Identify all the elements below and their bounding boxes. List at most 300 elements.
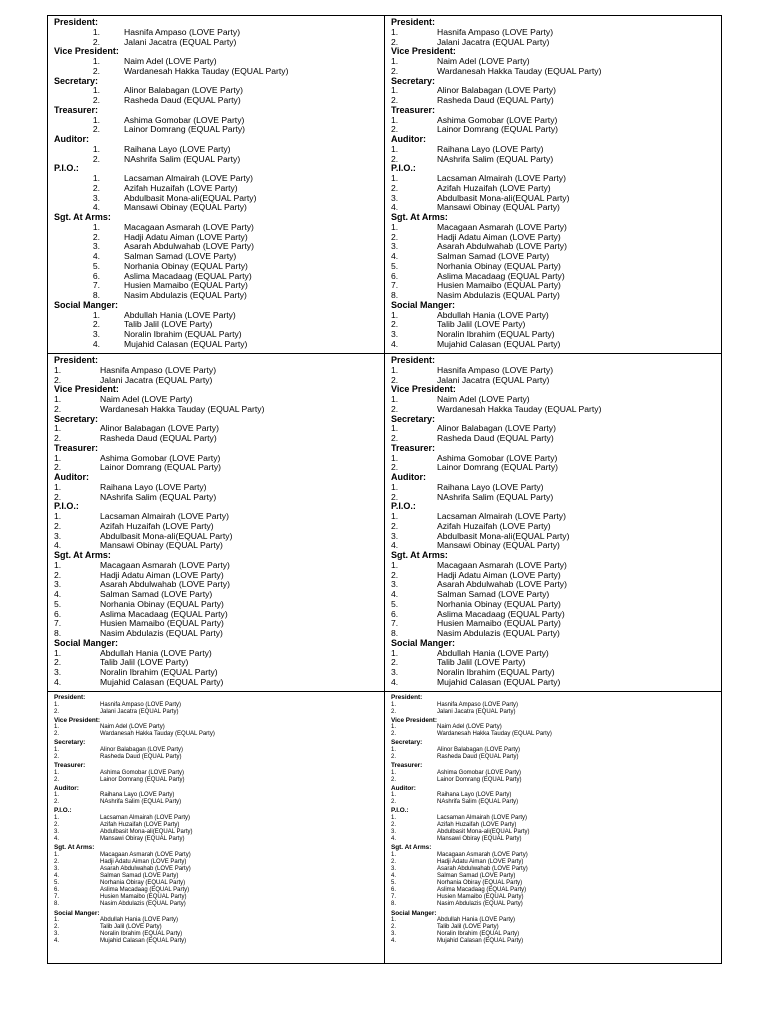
- candidate-name: Husien Mamaibo (EQUAL Party): [100, 618, 224, 629]
- candidate-number: 3.: [391, 579, 399, 590]
- section-title: Secretary:: [54, 739, 86, 747]
- section-title: Secretary:: [391, 75, 436, 86]
- candidate-number: 1.: [391, 452, 399, 463]
- candidate-number: 1.: [391, 724, 397, 731]
- candidate-row: [54, 125, 384, 135]
- candidate-name: Lacsaman Almairah (LOVE Party): [437, 511, 566, 521]
- candidate-number: 1.: [92, 56, 100, 66]
- ballot-section: [54, 762, 384, 784]
- candidate-number: 7.: [391, 894, 397, 901]
- candidate-row: [54, 311, 384, 321]
- candidate-number: 1.: [391, 647, 399, 658]
- candidate-number: 2.: [391, 708, 397, 715]
- candidate-name: Azifah Huzaifah (LOVE Party): [124, 182, 238, 193]
- candidate-number: 2.: [92, 36, 100, 47]
- candidate-number: 2.: [54, 433, 62, 443]
- section-title: Treasurer:: [54, 442, 99, 453]
- candidate-number: 3.: [391, 530, 399, 541]
- candidate-row: [391, 770, 721, 777]
- candidate-name: Azifah Huzaifah (LOVE Party): [100, 520, 214, 531]
- candidate-number: 2.: [391, 491, 399, 502]
- candidate-number: 2.: [391, 374, 399, 385]
- section-title: Social Manger:: [54, 299, 119, 310]
- candidate-name: Ashima Gomobar (LOVE Party): [437, 114, 558, 125]
- candidate-number: 1.: [391, 792, 397, 799]
- candidate-number: 4.: [391, 540, 399, 551]
- candidate-number: 1.: [391, 481, 399, 492]
- candidate-row: [54, 822, 384, 829]
- candidate-name: Talib Jalil (LOVE Party): [100, 657, 189, 668]
- candidate-number: 1.: [92, 143, 100, 154]
- candidate-number: 1.: [391, 85, 399, 96]
- candidate-number: 2.: [391, 520, 399, 531]
- ballot-section: [54, 415, 384, 444]
- candidate-name: Mansawi Obiray (EQUAL Party): [100, 836, 185, 843]
- candidate-name: Alinor Balabagan (LOVE Party): [437, 423, 556, 434]
- candidate-name: Husien Mamaibo (EQUAL Party): [124, 280, 248, 291]
- candidate-number: 2.: [54, 776, 60, 783]
- candidate-row: [391, 731, 721, 738]
- section-title: Vice President:: [391, 384, 456, 395]
- candidate-row: [54, 493, 384, 503]
- candidate-name: Abdulbasit Mona-ali(EQUAL Party): [124, 192, 257, 203]
- candidate-number: 3.: [391, 241, 399, 252]
- ballot-cell: [384, 691, 722, 964]
- candidate-number: 2.: [54, 753, 60, 760]
- candidate-row: [391, 859, 721, 866]
- candidate-name: Husien Mamaibo (EQUAL Party): [437, 894, 524, 901]
- candidate-number: 2.: [391, 799, 397, 806]
- candidate-name: Hadji Adatu Aiman (LOVE Party): [100, 858, 187, 865]
- candidate-name: Hadji Adatu Aiman (LOVE Party): [100, 569, 224, 580]
- candidate-number: 5.: [391, 880, 397, 887]
- ballot-section: [391, 910, 721, 946]
- ballot-section: [391, 739, 721, 761]
- ballot-section: [391, 762, 721, 784]
- ballot-section: [391, 502, 721, 551]
- ballot: [54, 356, 384, 688]
- candidate-number: 1.: [54, 917, 60, 924]
- candidate-number: 1.: [54, 394, 62, 404]
- candidate-number: 3.: [92, 192, 100, 203]
- candidate-row: [391, 799, 721, 806]
- candidate-name: Aslima Macadaag (EQUAL Party): [437, 270, 565, 281]
- candidate-row: [54, 880, 384, 887]
- ballot-section: [391, 47, 721, 76]
- candidate-name: Ashima Gomobar (LOVE Party): [100, 769, 185, 776]
- candidate-number: 3.: [54, 579, 62, 590]
- ballot-section: [54, 739, 384, 761]
- candidate-name: Hasnifa Ampaso (LOVE Party): [100, 364, 217, 375]
- section-title: Auditor:: [391, 134, 426, 144]
- candidate-name: NAshrifa Salim (EQUAL Party): [437, 153, 554, 164]
- candidate-name: Mujahid Calasan (EQUAL Party): [100, 938, 187, 945]
- candidate-number: 4.: [92, 338, 100, 349]
- candidate-name: Rasheda Daud (EQUAL Party): [100, 753, 182, 760]
- candidate-number: 2.: [391, 433, 399, 443]
- candidate-number: 2.: [54, 822, 60, 829]
- candidate-row: [54, 747, 384, 754]
- candidate-name: Mujahid Calasan (EQUAL Party): [437, 338, 561, 349]
- candidate-number: 2.: [54, 799, 60, 806]
- section-title: Social Manger:: [54, 909, 100, 917]
- section-title: Sgt. At Arms:: [54, 212, 111, 222]
- candidate-number: 2.: [391, 569, 399, 580]
- candidate-name: Wardanesah Hakka Tauday (EQUAL Party): [437, 403, 602, 414]
- candidate-name: Abdullah Hania (LOVE Party): [437, 309, 549, 320]
- candidate-name: Lainor Domrang (EQUAL Party): [100, 776, 185, 783]
- candidate-number: 4.: [391, 676, 399, 687]
- section-title: Vice President:: [391, 46, 456, 57]
- candidate-number: 2.: [54, 462, 62, 473]
- candidate-name: Hasnifa Ampaso (LOVE Party): [437, 701, 519, 708]
- candidate-row: [54, 434, 384, 444]
- candidate-row: [54, 405, 384, 415]
- candidate-name: Azifah Huzaifah (LOVE Party): [437, 520, 551, 531]
- section-title: President:: [54, 694, 86, 701]
- candidate-row: [54, 938, 384, 945]
- candidate-number: 1.: [54, 769, 60, 776]
- candidate-number: 5.: [391, 260, 399, 271]
- candidate-name: Mansawi Obinay (EQUAL Party): [437, 202, 560, 213]
- candidate-number: 3.: [391, 192, 399, 203]
- section-title: Secretary:: [54, 413, 99, 424]
- candidate-name: Lainor Domrang (EQUAL Party): [124, 124, 245, 135]
- candidate-name: Hasnifa Ampaso (LOVE Party): [437, 364, 554, 375]
- candidate-number: 1.: [54, 724, 60, 731]
- candidate-name: Raihana Layo (LOVE Party): [124, 143, 231, 154]
- candidate-number: 5.: [391, 598, 399, 609]
- candidate-name: Nasim Abdulazis (EQUAL Party): [437, 901, 523, 908]
- candidate-row: [54, 678, 384, 688]
- ballot-section: [54, 502, 384, 551]
- candidate-row: [54, 792, 384, 799]
- candidate-number: 2.: [54, 924, 60, 931]
- candidate-number: 2.: [391, 231, 399, 242]
- candidate-number: 2.: [92, 319, 100, 330]
- candidate-name: Alinor Balabagan (LOVE Party): [437, 746, 521, 753]
- candidate-number: 1.: [92, 114, 100, 125]
- candidate-name: Abdullah Hania (LOVE Party): [100, 647, 212, 658]
- candidate-row: [54, 67, 384, 77]
- ballot-section: [54, 18, 384, 47]
- ballot-sheet: [47, 15, 722, 964]
- ballot-cell: [47, 353, 385, 692]
- candidate-name: Ashima Gomobar (LOVE Party): [437, 769, 522, 776]
- candidate-row: [391, 901, 721, 908]
- candidate-row: [391, 866, 721, 873]
- candidate-name: Hadji Adatu Aiman (LOVE Party): [124, 231, 248, 242]
- candidate-name: Alinor Balabagan (LOVE Party): [100, 423, 219, 434]
- candidate-name: Abdulbasit Mona-ali(EQUAL Party): [437, 829, 530, 836]
- candidate-number: 3.: [54, 829, 60, 836]
- ballot: [391, 694, 721, 946]
- candidate-number: 6.: [54, 887, 60, 894]
- candidate-name: Aslima Macadaag (EQUAL Party): [100, 887, 190, 894]
- candidate-name: Asarah Abdulwahab (LOVE Party): [437, 241, 567, 252]
- candidate-number: 1.: [391, 423, 399, 434]
- candidate-row: [391, 822, 721, 829]
- candidate-name: Salman Samad (LOVE Party): [437, 589, 550, 599]
- candidate-number: 7.: [54, 894, 60, 901]
- candidate-number: 6.: [391, 608, 399, 619]
- candidate-name: Abdulbasit Mona-ali(EQUAL Party): [100, 829, 193, 836]
- candidate-row: [54, 836, 384, 843]
- candidate-number: 5.: [92, 260, 100, 271]
- candidate-row: [391, 340, 721, 350]
- candidate-name: Norhania Obinay (EQUAL Party): [437, 598, 561, 609]
- candidate-row: [54, 770, 384, 777]
- ballot-section: [54, 135, 384, 164]
- candidate-number: 2.: [391, 124, 399, 135]
- section-title: Vice President:: [391, 716, 438, 724]
- section-title: Social Manger:: [391, 637, 456, 648]
- candidate-name: Hadji Adatu Aiman (LOVE Party): [437, 858, 524, 865]
- candidate-row: [391, 873, 721, 880]
- section-title: Vice President:: [54, 46, 119, 57]
- candidate-name: Abdulbasit Mona-ali(EQUAL Party): [437, 530, 570, 541]
- candidate-row: [54, 96, 384, 106]
- candidate-number: 4.: [54, 836, 60, 843]
- candidate-name: Jalani Jacatra (EQUAL Party): [437, 708, 516, 715]
- candidate-name: Alinor Balabagan (LOVE Party): [100, 746, 184, 753]
- candidate-name: Aslima Macadaag (EQUAL Party): [437, 887, 527, 894]
- section-title: Sgt. At Arms:: [391, 844, 432, 852]
- ballot-section: [391, 694, 721, 716]
- candidate-number: 3.: [92, 329, 100, 339]
- section-title: P.I.O.:: [391, 807, 409, 815]
- candidate-number: 1.: [391, 309, 399, 320]
- candidate-number: 8.: [54, 628, 62, 638]
- candidate-number: 8.: [391, 290, 399, 300]
- candidate-number: 1.: [391, 394, 399, 404]
- candidate-name: NAshrifa Salim (EQUAL Party): [437, 491, 554, 502]
- candidate-name: Macagaan Asmarah (LOVE Party): [100, 559, 230, 570]
- candidate-number: 2.: [92, 231, 100, 242]
- candidate-name: Nasim Abdulazis (EQUAL Party): [437, 290, 560, 300]
- candidate-name: Hasnifa Ampaso (LOVE Party): [437, 26, 554, 37]
- ballot: [391, 18, 721, 350]
- section-title: P.I.O.:: [54, 163, 79, 174]
- candidate-number: 1.: [391, 746, 397, 753]
- ballot-section: [391, 385, 721, 414]
- candidate-name: Abdullah Hania (LOVE Party): [100, 917, 179, 924]
- candidate-name: Husien Mamaibo (EQUAL Party): [437, 280, 561, 291]
- section-title: P.I.O.:: [54, 501, 79, 512]
- candidate-number: 4.: [92, 251, 100, 261]
- candidate-number: 1.: [391, 814, 397, 821]
- ballot-section: [391, 473, 721, 502]
- candidate-row: [391, 125, 721, 135]
- candidate-name: Noralin Ibrahim (EQUAL Party): [124, 329, 242, 339]
- candidate-name: Noralin Ibrahim (EQUAL Party): [100, 931, 183, 938]
- candidate-number: 4.: [391, 836, 397, 843]
- candidate-name: Hasnifa Ampaso (LOVE Party): [124, 26, 241, 37]
- candidate-name: Lacsaman Almairah (LOVE Party): [100, 814, 191, 821]
- candidate-row: [54, 340, 384, 350]
- candidate-name: Lainor Domrang (EQUAL Party): [437, 776, 522, 783]
- candidate-name: Raihana Layo (LOVE Party): [437, 143, 544, 154]
- candidate-name: Wardanesah Hakka Tauday (EQUAL Party): [437, 731, 552, 738]
- candidate-number: 2.: [54, 403, 62, 414]
- candidate-number: 1.: [54, 364, 62, 375]
- candidate-number: 3.: [391, 931, 397, 938]
- candidate-name: Noralin Ibrahim (EQUAL Party): [437, 329, 555, 339]
- ballot-section: [391, 301, 721, 350]
- candidate-name: Ashima Gomobar (LOVE Party): [100, 452, 221, 463]
- candidate-name: Alinor Balabagan (LOVE Party): [437, 85, 556, 96]
- candidate-name: Lainor Domrang (EQUAL Party): [100, 462, 221, 473]
- candidate-number: 2.: [391, 822, 397, 829]
- candidate-name: Talib Jalil (LOVE Party): [437, 924, 499, 931]
- candidate-number: 7.: [391, 618, 399, 629]
- candidate-name: Azifah Huzaifah (LOVE Party): [437, 182, 551, 193]
- candidate-name: Nasim Abdulazis (EQUAL Party): [100, 901, 186, 908]
- candidate-name: Mujahid Calasan (EQUAL Party): [100, 676, 224, 687]
- candidate-number: 8.: [391, 901, 397, 908]
- candidate-row: [391, 434, 721, 444]
- candidate-number: 1.: [54, 746, 60, 753]
- candidate-name: Hadji Adatu Aiman (LOVE Party): [437, 569, 561, 580]
- candidate-number: 1.: [54, 701, 60, 708]
- candidate-number: 6.: [391, 270, 399, 281]
- ballot-section: [391, 415, 721, 444]
- candidate-number: 2.: [92, 153, 100, 164]
- candidate-number: 3.: [391, 829, 397, 836]
- candidate-number: 2.: [391, 753, 397, 760]
- ballot-section: [391, 444, 721, 473]
- candidate-name: Mansawi Obinay (EQUAL Party): [124, 202, 247, 213]
- candidate-name: Ashima Gomobar (LOVE Party): [124, 114, 245, 125]
- section-title: Sgt. At Arms:: [54, 844, 95, 852]
- ballot-section: [54, 639, 384, 688]
- candidate-number: 7.: [54, 618, 62, 629]
- candidate-row: [391, 155, 721, 165]
- candidate-number: 1.: [54, 511, 62, 521]
- section-title: Auditor:: [391, 472, 426, 482]
- candidate-row: [54, 777, 384, 784]
- candidate-name: Talib Jalil (LOVE Party): [124, 319, 213, 330]
- candidate-row: [391, 754, 721, 761]
- section-title: Vice President:: [54, 716, 101, 724]
- ballot-section: [54, 385, 384, 414]
- candidate-row: [54, 754, 384, 761]
- candidate-name: NAshrifa Salim (EQUAL Party): [437, 799, 519, 806]
- candidate-number: 1.: [54, 423, 62, 434]
- candidate-row: [54, 924, 384, 931]
- candidate-name: Wardanesah Hakka Tauday (EQUAL Party): [124, 65, 289, 76]
- candidate-number: 3.: [391, 866, 397, 872]
- candidate-name: Norhania Obiray (EQUAL Party): [100, 880, 186, 887]
- candidate-number: 1.: [391, 143, 399, 154]
- ballot: [54, 18, 384, 350]
- candidate-name: Norhania Obinay (EQUAL Party): [124, 260, 248, 271]
- candidate-number: 1.: [391, 364, 399, 375]
- candidate-name: Husien Mamaibo (EQUAL Party): [437, 618, 561, 629]
- candidate-number: 4.: [54, 873, 60, 880]
- candidate-number: 2.: [391, 153, 399, 164]
- candidate-name: Mansawi Obiray (EQUAL Party): [437, 836, 522, 843]
- candidate-row: [391, 405, 721, 415]
- ballot: [54, 694, 384, 946]
- candidate-name: Asarah Abdulwahab (LOVE Party): [100, 579, 230, 590]
- candidate-name: Asarah Abdulwahab (LOVE Party): [100, 866, 191, 872]
- candidate-number: 4.: [54, 938, 60, 945]
- candidate-row: [54, 873, 384, 880]
- candidate-name: Aslima Macadaag (EQUAL Party): [437, 608, 565, 619]
- ballot-cell: [47, 15, 385, 354]
- candidate-row: [391, 815, 721, 822]
- section-title: President:: [54, 355, 99, 365]
- candidate-name: Lainor Domrang (EQUAL Party): [437, 462, 558, 473]
- ballot-section: [54, 910, 384, 946]
- ballot-section: [54, 47, 384, 76]
- candidate-row: [391, 709, 721, 716]
- ballot-section: [54, 301, 384, 350]
- candidate-name: Rasheda Daud (EQUAL Party): [124, 95, 241, 105]
- candidate-name: Naim Adel (LOVE Party): [437, 56, 530, 66]
- section-title: Vice President:: [54, 384, 119, 395]
- candidate-number: 4.: [92, 202, 100, 213]
- candidate-number: 2.: [391, 36, 399, 47]
- candidate-number: 8.: [92, 290, 100, 300]
- candidate-name: Naim Adel (LOVE Party): [437, 724, 502, 731]
- candidate-name: Asarah Abdulwahab (LOVE Party): [124, 241, 254, 252]
- candidate-number: 4.: [54, 676, 62, 687]
- candidate-number: 1.: [54, 814, 60, 821]
- candidate-name: Salman Samad (LOVE Party): [437, 251, 550, 261]
- candidate-number: 2.: [391, 657, 399, 668]
- candidate-row: [54, 815, 384, 822]
- candidate-name: Aslima Macadaag (EQUAL Party): [100, 608, 228, 619]
- candidate-number: 1.: [54, 792, 60, 799]
- ballot-section: [391, 356, 721, 385]
- candidate-row: [391, 702, 721, 709]
- candidate-name: Noralin Ibrahim (EQUAL Party): [437, 931, 520, 938]
- candidate-name: Salman Samad (LOVE Party): [124, 251, 237, 261]
- candidate-name: Abdullah Hania (LOVE Party): [437, 647, 549, 658]
- section-title: Treasurer:: [54, 762, 86, 770]
- ballot: [391, 356, 721, 688]
- section-title: P.I.O.:: [391, 501, 416, 512]
- candidate-name: Macagaan Asmarah (LOVE Party): [437, 221, 567, 232]
- candidate-number: 1.: [391, 173, 399, 183]
- candidate-number: 1.: [54, 647, 62, 658]
- section-title: Secretary:: [391, 739, 423, 747]
- candidate-row: [54, 829, 384, 836]
- candidate-number: 2.: [54, 731, 60, 738]
- candidate-number: 4.: [391, 202, 399, 213]
- candidate-name: Lainor Domrang (EQUAL Party): [437, 124, 558, 135]
- ballot-section: [54, 694, 384, 716]
- candidate-number: 1.: [54, 452, 62, 463]
- candidate-number: 2.: [54, 520, 62, 531]
- candidate-number: 6.: [92, 270, 100, 281]
- section-title: President:: [54, 17, 99, 27]
- candidate-name: Salman Samad (LOVE Party): [100, 873, 179, 880]
- section-title: Social Manger:: [54, 637, 119, 648]
- candidate-name: Jalani Jacatra (EQUAL Party): [437, 36, 550, 47]
- ballot-section: [54, 444, 384, 473]
- ballot-section: [391, 213, 721, 301]
- section-title: P.I.O.:: [391, 163, 416, 174]
- candidate-name: Raihana Layo (LOVE Party): [100, 481, 207, 492]
- ballot-section: [54, 551, 384, 639]
- candidate-name: Mansawi Obinay (EQUAL Party): [437, 540, 560, 551]
- candidate-name: Jalani Jacatra (EQUAL Party): [100, 374, 213, 385]
- candidate-name: Norhania Obiray (EQUAL Party): [437, 880, 523, 887]
- candidate-number: 3.: [391, 667, 399, 677]
